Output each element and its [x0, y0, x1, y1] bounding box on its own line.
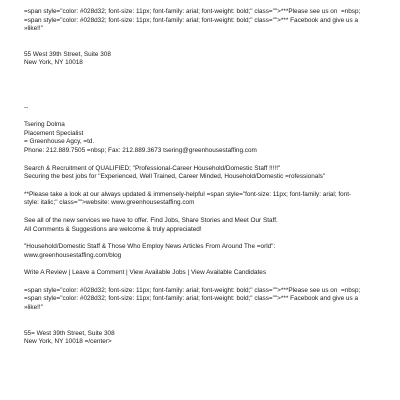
search-recruitment-block: [24, 165, 386, 182]
search-line: Search & Recruitment of QUALIFIED; "Professional-Career Household/Domestic Staff !!!!!": [24, 164, 281, 172]
city-state-zip: New York, NY 10018: [24, 59, 83, 67]
search-line: Securing the best jobs for "Experienced, Well Trained, Career Minded, Household/Domestic =rofessionals": [24, 173, 326, 181]
services-line: All Comments & Suggestions are welcome & truly appreciated!: [24, 225, 202, 233]
signature-contact: Phone: 212.889.7505 =nbsp; Fax: 212.889.3673 tsering@greenhousestaffing.com: [24, 146, 257, 154]
website-block: [24, 191, 386, 208]
raw-html-line: =span style="color: #028d32; font-size: 11px; font-family: arial; font-weight: bold;" class="">***Please see us on =nbsp;: [24, 286, 361, 294]
services-block: [24, 217, 386, 234]
raw-html-line: »like!!": [24, 25, 43, 33]
signature-block: [24, 121, 386, 155]
services-line: See all of the new services we have to offer. Find Jobs, Share Stories and Meet Our Staff.: [24, 216, 278, 224]
signature-separator: --: [24, 103, 29, 111]
city-state-zip: New York, NY 10018 =/center>: [24, 338, 112, 346]
street-address: 55 West 39th Street, Suite 308: [24, 50, 111, 58]
links-line: Write A Review | Leave a Comment | View Available Jobs | View Available Candidates: [24, 269, 267, 277]
signature-company: = Greenhouse Agcy, =td.: [24, 138, 95, 146]
website-line: **Please take a look at our always updated & immensely-helpful =span style="font-size: 11px; font-family: arial; font-: [24, 190, 352, 198]
email-body: [24, 8, 386, 347]
raw-html-line: »like!!": [24, 304, 43, 312]
address-block-bottom: [24, 330, 386, 347]
raw-html-line: =span style="color: #028d32; font-size: 11px; font-family: arial; font-weight: bold;" class="">*** Facebook and give us a: [24, 16, 358, 24]
blog-title: "Household/Domestic Staff & Those Who Employ News Articles From Around The =orld":: [24, 243, 276, 251]
address-block-top: [24, 51, 386, 68]
facebook-html-block-bottom: [24, 287, 386, 313]
blog-block: [24, 243, 386, 260]
facebook-html-block-top: [24, 8, 386, 34]
signature-name: Tsering Dolma: [24, 121, 65, 129]
street-address: 55= West 39th Street, Suite 308: [24, 329, 115, 337]
raw-html-line: =span style="color: #028d32; font-size: 11px; font-family: arial; font-weight: bold;" class="">***Please see us on =nbsp;: [24, 8, 361, 15]
blog-url: www.greenhousestaffing.com/blog: [24, 251, 122, 259]
website-line: style: italic;" class="">website: www.greenhousestaffing.com: [24, 199, 195, 207]
signature-title: Placement Specialist: [24, 129, 84, 137]
raw-html-line: =span style="color: #028d32; font-size: 11px; font-family: arial; font-weight: bold;" class="">*** Facebook and give us a: [24, 295, 358, 303]
